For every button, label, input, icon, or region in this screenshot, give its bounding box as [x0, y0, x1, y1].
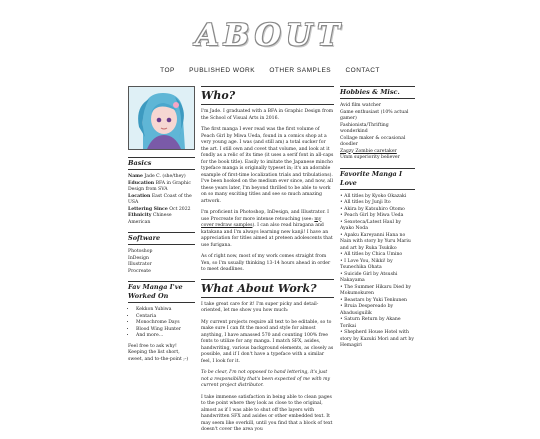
basics-name: Name Jade C. (she/they) [128, 174, 186, 179]
who-para: I'm proficient in Photoshop, InDesign, and Illustrator. I use Procreate for more intense retouching (see: my cover redraw samples). I can also read hiragana and katakana and I'm always learning new kanji! I have an appreciation for titles aimed at preteen adolescents that use furigana. [201, 210, 333, 248]
nav-other-samples[interactable]: OTHER SAMPLES [269, 67, 332, 74]
nav-contact[interactable]: CONTACT [345, 67, 380, 74]
basics-header: Basics [128, 157, 195, 170]
what-para: My current projects require all text to be editable, so to make sure I can fit the mood and style for almost anything, I have amassed 570 and counting 100% free fonts to utilize for any manga. I match SFX, asides, handwriting, various background elements, as closely as possible, and if I don't have a typeface with a similar feel, I look for it. [201, 319, 334, 364]
hobbies-header: Hobbies & Misc. [340, 86, 415, 99]
software-header: Software [128, 232, 195, 245]
what-header: What About Work? [201, 279, 334, 298]
list-item: • Apaku Kareyanni Hana no Nain with story by Yuru Mariu and art by Ruka Tsukiko [340, 232, 411, 251]
fav-worked-header: Fav Manga I've Worked On [128, 281, 195, 303]
list-item: • Centaria [136, 314, 195, 321]
cover-redraw-link[interactable]: my cover redraw samples [201, 216, 322, 228]
fav-worked-section [128, 281, 195, 363]
what-para: I take great care for it! I'm super picky and detail-oriented, let me show you how much: [201, 301, 319, 313]
list-item: • All titles by Junji Ito [340, 200, 391, 205]
list-item: • Monochrome Days [136, 320, 195, 327]
list-item: • Sexoteca/Latest Haul by Ayako Noda [340, 219, 402, 231]
list-item: • Akira by Katsuhiro Otomo [340, 206, 405, 212]
list-item: • The Summer Hikaru Died by Mokumokuren [340, 284, 411, 296]
basics-lettering-since: Lettering Since Oct 2022 [128, 206, 191, 212]
list-item: Umm superiority believer [340, 155, 400, 160]
right-column [340, 86, 415, 356]
list-item: • Bruia Despereado by Abadusiguilik [340, 304, 394, 316]
who-header: Who? [201, 86, 334, 105]
fav-manga-section [340, 168, 415, 350]
avatar-illustration [129, 87, 194, 149]
list-item: • Suicide Girl by Atsushi Nakayama [340, 271, 398, 283]
what-para: I take immense satisfaction in being able to clean pages to the point where they look as close to the original, almost as if I was able to shut off the layers with handwritten SFX and asides or other embedded text. It may seem like overkill, until you find that a block of text doesn't cover the area you [201, 394, 333, 432]
list-item: • And more… [136, 333, 195, 340]
list-item: • Blood Wing Hunter [136, 327, 195, 334]
list-item: • All titles by Chica Umino [340, 252, 403, 257]
list-item: • Kekkon Yubiwa [136, 307, 195, 314]
software-item: InDesign [128, 255, 149, 261]
list-item: • All titles by Kyoko Okazaki [340, 193, 407, 199]
top-nav [0, 67, 540, 74]
software-section [128, 232, 195, 275]
fav-manga-header: Favorite Manga I Love [340, 168, 415, 190]
basics-location: Location East Coast of the USA [128, 193, 192, 205]
list-item: • Saturn Return by Akane Torikai [340, 317, 401, 329]
main-column [201, 86, 334, 439]
basics-ethnicity: Ethnicity Chinese American [128, 213, 172, 225]
who-para: As of right now, most of my work comes straight from Yen, so I'm usually thinking 13-14 hours ahead in order to meet deadlines. [201, 254, 331, 272]
list-item: • Peach Girl by Miwa Ueda [340, 213, 404, 218]
list-item: • Beastars by Yuki Tenkunen [340, 297, 408, 303]
fav-note: Feel free to ask why! Keeping the list short, sweet, and to-the-point ;-) [128, 343, 189, 362]
software-item: Photoshop [128, 249, 153, 254]
zagzy-zombie-link[interactable]: Zagzy Zombie caretaker [340, 148, 397, 154]
hobbies-section [340, 86, 415, 162]
basics-section [128, 157, 195, 226]
nav-published-work[interactable]: PUBLISHED WORK [189, 67, 256, 74]
nav-top[interactable]: TOP [160, 67, 175, 74]
list-item: • Shepherd House Hotel with story by Kazuki Mori and art by Hemagiri [340, 330, 414, 348]
site-logo[interactable]: ABOUT [195, 18, 345, 53]
who-para: The first manga I ever read was the first volume of Peach Girl by Miwa Ueda, found in a comics shop at a very young age. I was (and still am) a total sucker for the art. I still own and covet that volume, and look at it fondly as a relic of its time (it uses a serif font in all-caps for the book title). Easily to imitate the Japanese mincho typeface manga is originally typeset in; it's an adorable example of first-time localization trials and tribulations). I've been hooked on the medium ever since, and now, all these years later, I'm beyond thrilled to be able to work on so many exciting titles and see so much amazing artwork. [201, 127, 334, 204]
software-item: Illustrator [128, 262, 152, 267]
avatar [128, 86, 195, 150]
list-item: Collage maker & occasional doodler [340, 135, 406, 147]
what-para: To be clear, I'm not opposed to hand lettering, it's just not a responsibility that's been expected of me with my current project distributor. [201, 370, 331, 388]
who-para: I'm Jade. I graduated with a BFA in Graphic Design from the School of Visual Arts in 2016. [201, 109, 334, 121]
software-item: Procreate [128, 268, 151, 274]
list-item: Avid film watcher [340, 103, 381, 108]
list-item: Game enthusiast (10% actual gamer) [340, 109, 409, 121]
basics-education: Education BFA in Graphic Design from SVA [128, 180, 191, 192]
list-item: • I Love You, Nikki! by Tsunechika Ohata [340, 258, 393, 270]
list-item: Fashionista/Thrifting wonderkind [340, 122, 389, 134]
left-column [128, 86, 195, 369]
